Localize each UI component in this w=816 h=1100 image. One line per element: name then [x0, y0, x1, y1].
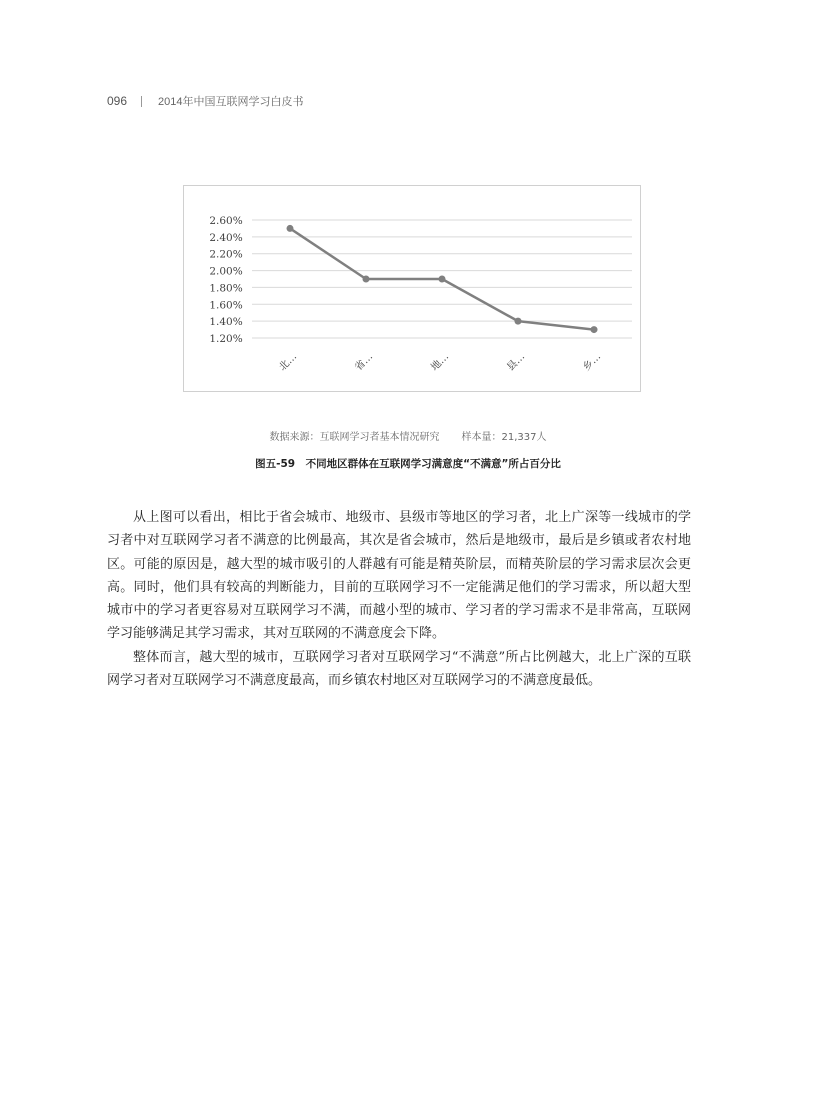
x-tick-label: 北… — [277, 351, 300, 374]
y-tick-label: 2.60% — [209, 215, 243, 227]
y-tick-label: 2.00% — [209, 265, 243, 278]
y-tick-label: 1.40% — [209, 316, 243, 329]
y-tick-label: 2.40% — [209, 231, 243, 244]
y-tick-label: 1.80% — [209, 282, 243, 295]
page-number: 096 — [107, 94, 128, 108]
header-divider — [141, 96, 142, 107]
page-header — [107, 93, 304, 109]
data-point — [515, 318, 522, 325]
data-point — [591, 326, 598, 333]
x-tick-label: 省… — [353, 351, 376, 374]
sample-size: 样本量：21,337人 — [461, 432, 547, 443]
data-source-line — [0, 428, 816, 443]
figure-caption: 图五-59 不同地区群体在互联网学习满意度“不满意”所占百分比 — [255, 458, 561, 470]
data-point — [287, 225, 294, 232]
paragraph-2: 整体而言，越大型的城市，互联网学习者对互联网学习“不满意”所占比例越大，北上广深的互联网学习者对互联网学习不满意度最高，而乡镇农村地区对互联网学习的不满意度最低。 — [107, 649, 691, 689]
x-tick-label: 县… — [505, 351, 528, 374]
y-tick-label: 1.60% — [209, 299, 243, 312]
data-source: 数据来源：互联网学习者基本情况研究 — [269, 432, 440, 443]
data-point — [363, 276, 370, 283]
paragraph-1: 从上图可以看出，相比于省会城市、地级市、县级市等地区的学习者，北上广深等一线城市的学习者中对互联网学习者不满意的比例最高，其次是省会城市，然后是地级市，最后是乡镇或者农村地区。可能的原因是，越大型的城市吸引的人群越有可能是精英阶层，而精英阶层的学习需求层次会更高。同时，他们具有较高的判断能力，目前的互联网学习不一定能满足他们的学习需求，所以超大型城市中的学习者更容易对互联网学习不满，而越小型的城市、学习者的学习需求不是非常高，互联网学习能够满足其学习需求，其对互联网的不满意度会下降。 — [107, 510, 691, 642]
y-tick-label: 1.20% — [209, 333, 243, 345]
data-point — [439, 276, 446, 283]
y-tick-label: 2.20% — [209, 248, 243, 261]
book-title: 2014年中国互联网学习白皮书 — [158, 96, 304, 108]
x-tick-label: 乡… — [581, 351, 604, 374]
line-chart-frame — [183, 185, 641, 392]
line-chart — [184, 186, 640, 391]
body-text — [107, 506, 691, 692]
x-tick-label: 地… — [429, 351, 452, 374]
